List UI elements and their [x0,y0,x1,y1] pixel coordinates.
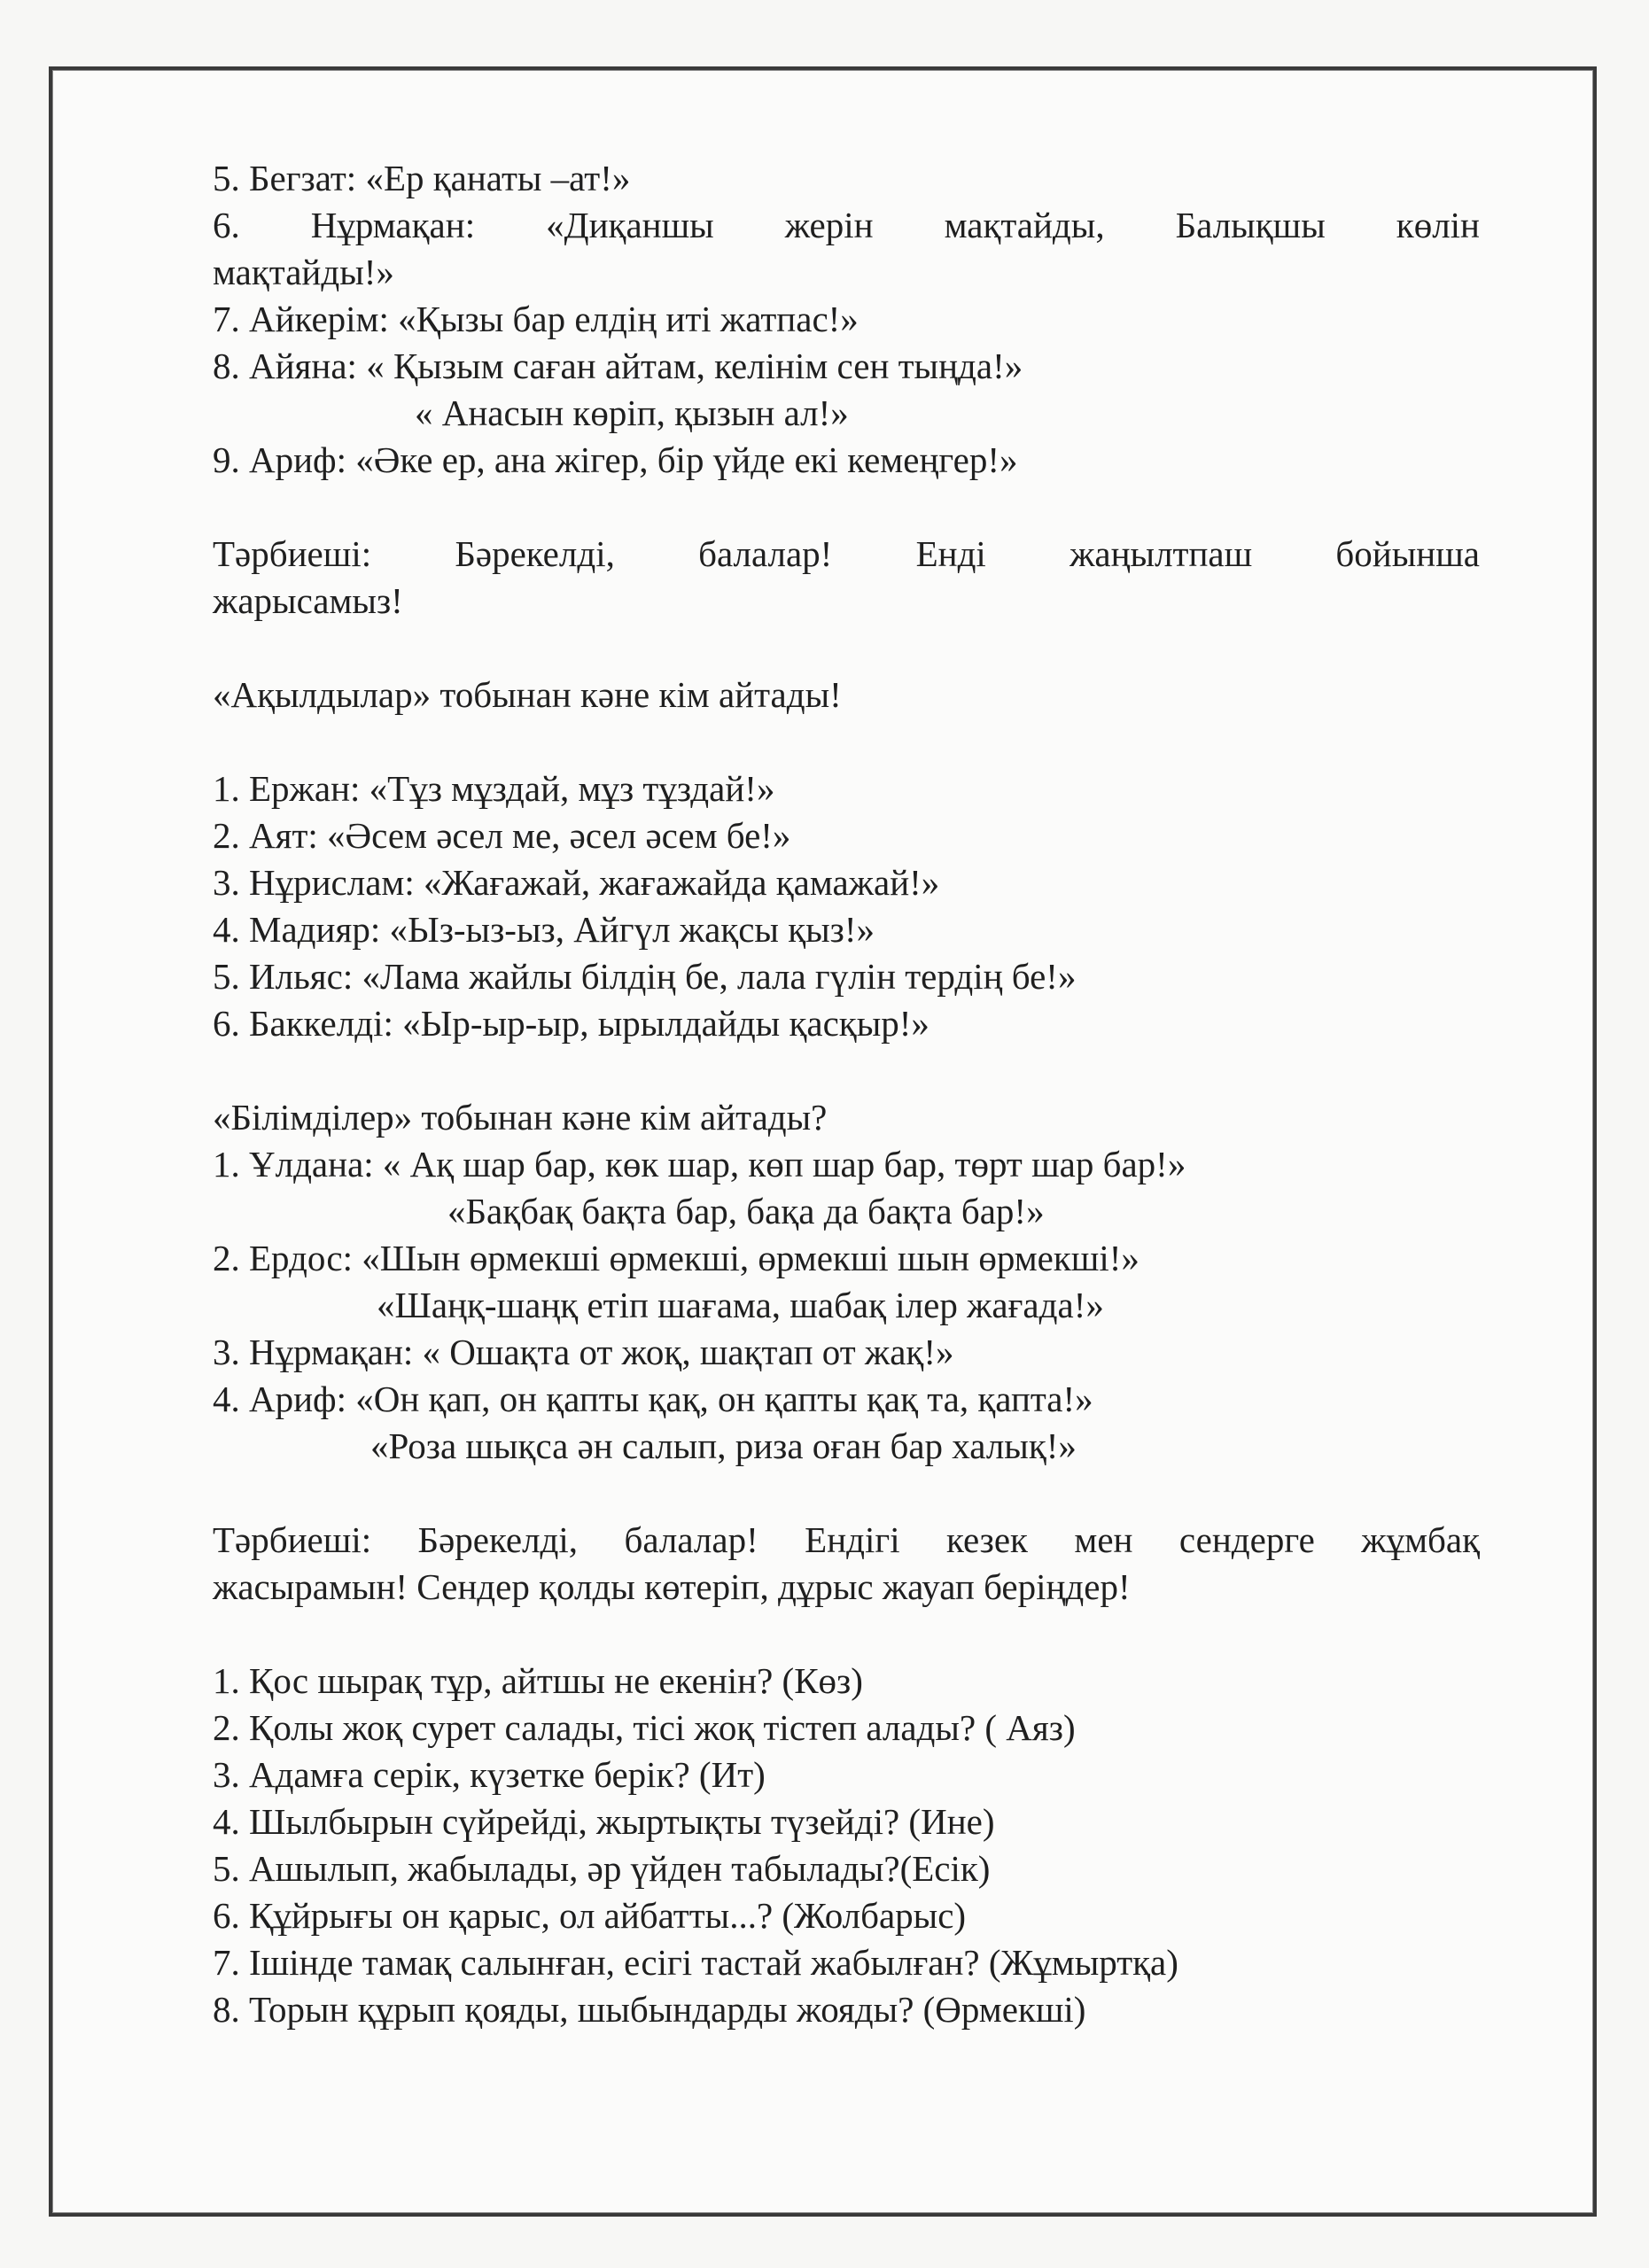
riddle-list [213,1658,1480,2033]
teacher-remark: Тәрбиеші: Бәрекелді, балалар! Енді жаңылтпаш бойынша жарысамыз! [213,533,1480,621]
list-item: 7. Ішінде тамақ салынған, есігі тастай жабылған? (Жұмыртқа) [213,1942,1178,1983]
list-item: 1. Қос шырақ тұр, айтшы не екенін? (Көз) [213,1660,863,1701]
list-item: 4. Ариф: «Он қап, он қапты қақ, он қапты қақ та, қапта!» [213,1379,1093,1419]
list-item: 2. Қолы жоқ сурет салады, тісі жоқ тістеп алады? ( Аяз) [213,1707,1076,1748]
list-item: 6. Құйрығы он қарыс, ол айбатты...? (Жолбарыс) [213,1895,967,1936]
proverb-line: 7. Айкерім: «Қызы бар елдің иті жатпас!» [213,299,859,339]
list-item: 6. Баккелді: «Ыр-ыр-ыр, ырылдайды қасқыр!» [213,1003,930,1044]
proverb-line: 9. Ариф: «Әке ер, ана жігер, бір үйде екі кемеңгер!» [213,439,1018,480]
list-item: 1. Ұлдана: « Ақ шар бар, көк шар, көп шар бар, төрт шар бар!» [213,1144,1186,1184]
list-item: 5. Ашылып, жабылады, әр үйден табылады?(Есік) [213,1848,991,1889]
proverb-line: « Анасын көріп, қызын ал!» [415,392,849,433]
list-item: 3. Нұрислам: «Жағажай, жағажайда қамажай!» [213,862,940,903]
list-item: 4. Шылбырын сүйрейді, жыртықты түзейді? (Ине) [213,1801,995,1842]
list-item: 1. Ержан: «Тұз мұздай, мұз тұздай!» [213,768,775,809]
tongue-twister-list [213,765,1480,1047]
group-heading: «Білімділер» тобынан кәне кім айтады? [213,1097,828,1138]
list-item: «Бақбақ бақта бар, бақа да бақта бар!» [447,1191,1045,1231]
proverb-line: 8. Айяна: « Қызым саған айтам, келінім сен тыңда!» [213,346,1023,386]
list-item: «Роза шықса ән салып, риза оған бар халық!» [370,1425,1077,1466]
proverb-line: 6. Нұрмақан: «Диқаншы жерін мақтайды, Балықшы көлін [213,205,1480,245]
list-item: 2. Аят: «Әсем әсел ме, әсел әсем бе!» [213,815,791,856]
list-item: 3. Нұрмақан: « Ошақта от жоқ, шақтап от жақ!» [213,1332,954,1372]
list-item: «Шаңқ-шаңқ етіп шағама, шабақ ілер жағада!» [377,1285,1104,1325]
proverb-line: 5. Бегзат: «Ер қанаты –ат!» [213,158,631,198]
list-item: 5. Ильяс: «Лама жайлы білдің бе, лала гүлін тердің бе!» [213,956,1077,997]
proverbs-section [213,155,1480,484]
document-body [213,155,1480,2033]
group-heading: «Ақылдылар» тобынан кәне кім айтады! [213,674,842,715]
list-item: 2. Ердос: «Шын өрмекші өрмекші, өрмекші шын өрмекші!» [213,1238,1140,1278]
teacher-remark: Тәрбиеші: Бәрекелді, балалар! Ендігі кезек мен сендерге жұмбақ жасырамын! Сендер қолды көтеріп, дұрыс жауап беріңдер! [213,1519,1480,1607]
tongue-twister-list [213,1141,1480,1470]
proverb-line: мақтайды!» [213,252,394,292]
list-item: 4. Мадияр: «Ыз-ыз-ыз, Айгүл жақсы қыз!» [213,909,875,950]
list-item: 8. Торын құрып қояды, шыбындарды жояды? (Өрмекші) [213,1989,1086,2030]
list-item: 3. Адамға серік, күзетке берік? (Ит) [213,1754,766,1795]
